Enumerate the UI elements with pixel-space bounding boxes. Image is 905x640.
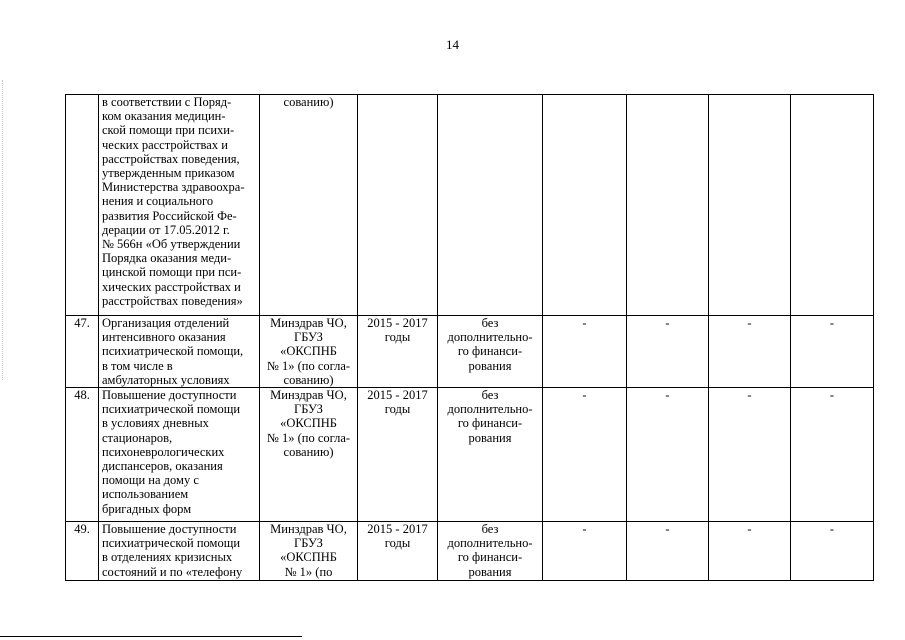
measure-name-line: интенсивного оказания: [102, 330, 226, 345]
term-line: годы: [384, 402, 411, 417]
funding-cell: [438, 95, 543, 316]
value-cell: [709, 388, 791, 522]
value-cell: [709, 522, 791, 581]
measure-name-line: утвержденным приказом: [102, 166, 235, 181]
funding-line: без: [481, 316, 499, 330]
row-number-cell: [66, 316, 99, 388]
executor-cell: [260, 388, 358, 522]
table-row: [66, 522, 874, 581]
measure-name-line: ческих расстройствах и: [102, 137, 228, 152]
funding-line: рования: [468, 358, 512, 373]
value-cell: [543, 522, 627, 581]
executor-line: Минздрав ЧО,: [270, 388, 347, 403]
funding-line: дополнительно-: [447, 536, 533, 551]
row-number: 48.: [74, 388, 90, 403]
value: -: [747, 316, 752, 330]
funding-line: без: [481, 388, 499, 403]
executor-line: № 1» (по согла-: [266, 358, 351, 373]
funding-line: рования: [468, 430, 512, 445]
measure-name-line: психиатрической помощи: [102, 536, 241, 551]
funding-line: дополнительно-: [447, 330, 533, 345]
measure-name-line: в отделениях кризисных: [102, 550, 233, 565]
scan-margin-artifact: [2, 80, 9, 380]
measure-name-line: хических расстройствах и: [102, 279, 241, 294]
measure-name-line: психиатрической помощи: [102, 402, 241, 417]
measure-name-line: Министерства здравоохра-: [102, 180, 245, 195]
row-number: 49.: [74, 522, 90, 537]
funding-line: без: [481, 522, 499, 537]
funding-line: рования: [468, 564, 512, 579]
executor-line: Минздрав ЧО,: [270, 316, 347, 330]
term-line: 2015 - 2017: [367, 316, 428, 330]
measure-name-line: цинской помощи при пси-: [102, 265, 242, 280]
measure-name-line: нения и социального: [102, 194, 214, 209]
measure-name-line: ком оказания медицин-: [102, 109, 226, 124]
executor-line: ГБУЗ: [294, 330, 323, 345]
funding-line: дополнительно-: [447, 402, 533, 417]
executor-line: № 1» (по согла-: [266, 430, 351, 445]
executor-line: сованию): [283, 95, 334, 109]
term-line: 2015 - 2017: [367, 522, 428, 537]
executor-line: «ОКСПНБ: [280, 344, 337, 359]
measure-name-line: дерации от 17.05.2012 г.: [102, 222, 230, 237]
value-cell: [543, 388, 627, 522]
measure-name-line: расстройствах поведения,: [102, 151, 240, 166]
executor-cell: [260, 316, 358, 388]
executor-cell: [260, 95, 358, 316]
value-cell: [791, 95, 874, 316]
funding-cell: [438, 522, 543, 581]
funding-line: го финанси-: [457, 344, 523, 359]
executor-line: Минздрав ЧО,: [270, 522, 347, 537]
executor-line: «ОКСПНБ: [280, 416, 337, 431]
measure-name-line: в соответствии с Поряд-: [102, 95, 232, 109]
row-number: 47.: [74, 316, 90, 330]
table-body: [66, 95, 874, 581]
value-cell: [627, 316, 709, 388]
executor-line: ГБУЗ: [294, 536, 323, 551]
value: -: [747, 522, 752, 537]
table-row: [66, 388, 874, 522]
funding-line: го финанси-: [457, 416, 523, 431]
measure-name-line: использованием: [102, 487, 189, 502]
measure-name-line: Порядка оказания меди-: [102, 251, 232, 266]
term-line: годы: [384, 536, 411, 551]
measure-name-line: диспансеров, оказания: [102, 459, 223, 474]
measure-name-line: развития Российской Фе-: [102, 208, 237, 223]
term-cell: [358, 95, 438, 316]
executor-line: «ОКСПНБ: [280, 550, 337, 565]
measure-name-line: психиатрической помощи,: [102, 344, 244, 359]
value-cell: [791, 316, 874, 388]
executor-cell: [260, 522, 358, 581]
executor-line: № 1» (по: [284, 564, 333, 579]
value-cell: [543, 95, 627, 316]
term-cell: [358, 388, 438, 522]
measure-name-line: психоневрологических: [102, 444, 225, 459]
measure-name-line: амбулаторных условиях: [102, 372, 230, 387]
value: -: [665, 388, 670, 403]
value-cell: [543, 316, 627, 388]
measure-name-line: Повышение доступности: [102, 522, 237, 537]
funding-cell: [438, 316, 543, 388]
measure-name-cell: [99, 522, 260, 581]
executor-line: сованию): [283, 372, 334, 387]
measure-name-cell: [99, 388, 260, 522]
measure-name-line: состояний и по «телефону: [102, 564, 243, 579]
value: -: [747, 388, 752, 403]
executor-line: ГБУЗ: [294, 402, 323, 417]
value-cell: [791, 522, 874, 581]
measure-name-cell: [99, 316, 260, 388]
measure-name-line: помощи на дому с: [102, 473, 199, 488]
measure-name-line: в условиях дневных: [102, 416, 209, 431]
measures-table: [65, 94, 874, 581]
measure-name-line: Организация отделений: [102, 316, 230, 330]
measure-name-line: Повышение доступности: [102, 388, 237, 403]
value-cell: [791, 388, 874, 522]
measure-name-line: стационаров,: [102, 430, 173, 445]
value-cell: [627, 388, 709, 522]
measure-name-line: бригадных форм: [102, 501, 192, 516]
row-number-cell: [66, 95, 99, 316]
funding-line: го финанси-: [457, 550, 523, 565]
measure-name-line: № 566н «Об утверждении: [102, 237, 241, 252]
value-cell: [627, 95, 709, 316]
value-cell: [627, 522, 709, 581]
value: -: [829, 522, 835, 537]
measure-name-line: в том числе в: [102, 358, 173, 373]
value: -: [582, 316, 587, 330]
term-line: годы: [384, 330, 411, 345]
table-row: [66, 95, 874, 316]
row-number-cell: [66, 388, 99, 522]
executor-line: сованию): [283, 444, 334, 459]
funding-cell: [438, 388, 543, 522]
measure-name-line: расстройствах поведения»: [102, 293, 243, 308]
term-line: 2015 - 2017: [367, 388, 428, 403]
value: -: [829, 316, 835, 330]
value: -: [582, 522, 587, 537]
term-cell: [358, 316, 438, 388]
measure-name-cell: [99, 95, 260, 316]
page-number: 14: [446, 37, 459, 52]
value: -: [582, 388, 587, 403]
value: -: [665, 316, 670, 330]
value: -: [829, 388, 835, 403]
value-cell: [709, 95, 791, 316]
value: -: [665, 522, 670, 537]
table-row: [66, 316, 874, 388]
row-number-cell: [66, 522, 99, 581]
footnote-rule: [0, 636, 302, 637]
measure-name-line: ской помощи при психи-: [102, 123, 235, 138]
term-cell: [358, 522, 438, 581]
value-cell: [709, 316, 791, 388]
